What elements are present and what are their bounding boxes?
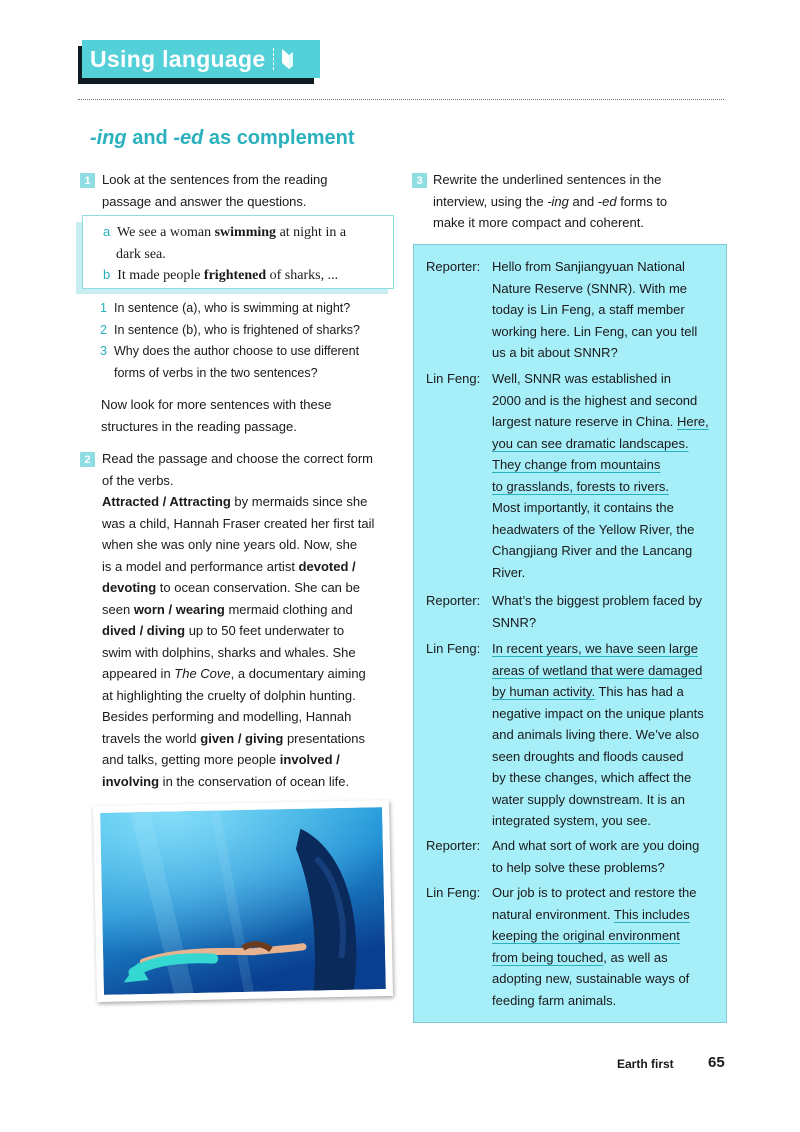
text-segment: natural environment.	[492, 906, 614, 922]
heading-ed: -ed	[173, 127, 204, 149]
passage-line	[102, 534, 402, 556]
text-segment: largest nature reserve in China.	[492, 414, 677, 429]
speech-line	[492, 612, 718, 634]
underlined-sentence: to grasslands, forests to rivers.	[492, 478, 670, 494]
speech-line	[492, 990, 718, 1012]
underlined-sentence: you can see dramatic landscapes.	[492, 435, 689, 451]
speech-line	[492, 562, 718, 584]
speech-line	[492, 368, 718, 390]
verb-choice: involved /	[279, 752, 340, 767]
interview-speech	[492, 368, 718, 583]
question-item	[100, 298, 360, 320]
exercise-2-instruction	[102, 448, 402, 491]
bookmark-arrow-icon	[280, 47, 294, 71]
text-segment: today is Lin Feng, a staff member	[492, 302, 685, 317]
banner-bar	[82, 40, 320, 78]
example-text: It made people	[117, 268, 204, 283]
instruction-text: forms to	[616, 193, 668, 209]
text-segment: integrated system, you see.	[492, 813, 651, 828]
page-number: 65	[708, 1054, 725, 1071]
speech-line	[492, 454, 718, 476]
passage-line	[102, 749, 402, 771]
verb-choice: dived / diving	[102, 623, 186, 638]
verb-choice: worn / wearing	[133, 601, 225, 617]
text-segment: seen	[102, 601, 134, 617]
interview-speaker: Reporter:	[426, 838, 481, 853]
text-segment: And what sort of work are you doing	[492, 838, 700, 853]
verb-choice: given / giving	[200, 730, 284, 746]
passage-line	[102, 620, 402, 642]
question-item	[100, 320, 360, 342]
underwater-mermaid-image	[100, 807, 386, 995]
passage-line	[102, 599, 402, 621]
speech-line	[492, 433, 718, 455]
question-number: 1	[100, 301, 107, 315]
section-heading	[90, 127, 355, 150]
question-item	[100, 341, 360, 363]
speech-line	[492, 497, 718, 519]
heading-and: and	[126, 127, 174, 149]
banner-title: Using language	[90, 45, 266, 72]
text-segment: to ocean conservation. She can be	[156, 580, 360, 595]
text-segment: What’s the biggest problem faced by	[492, 593, 703, 608]
text-segment: seen droughts and floods caused	[492, 748, 684, 764]
passage-line	[102, 685, 402, 707]
underlined-sentence: In recent years, we have seen large	[492, 641, 698, 656]
text-segment: at highlighting the cruelty of dolphin hunting.	[102, 687, 356, 703]
passage-line	[102, 491, 402, 513]
speech-line	[492, 789, 718, 811]
speech-line	[492, 299, 718, 321]
text-segment: Hello from Sanjiangyuan National	[492, 259, 685, 274]
mermaid-photo	[93, 800, 393, 1002]
example-b-keyword: frightened	[203, 268, 267, 283]
text-segment: SNNR?	[492, 614, 537, 630]
speech-line	[492, 835, 718, 857]
speech-line	[492, 638, 718, 660]
question-text: In sentence (a), who is swimming at night?	[114, 301, 351, 315]
text-segment: working here. Lin Feng, can you tell	[492, 323, 698, 339]
interview-speaker: Reporter:	[426, 259, 481, 274]
instruction-line: Rewrite the underlined sentences in the	[433, 172, 662, 187]
text-segment: , a documentary aiming	[230, 666, 366, 681]
verb-choice: devoted /	[298, 558, 356, 574]
instruction-text: and	[568, 193, 598, 209]
instruction-line: of the verbs.	[102, 472, 174, 488]
exercise-3-instruction	[433, 169, 733, 234]
dotted-divider	[78, 99, 724, 100]
passage-line	[102, 642, 402, 664]
example-b	[103, 264, 388, 287]
text-segment: River.	[492, 564, 526, 580]
speech-line	[492, 590, 718, 612]
speech-line	[492, 767, 718, 789]
underlined-sentence: They change from mountains	[492, 457, 661, 472]
speech-line	[492, 342, 718, 364]
example-text: We see a woman	[116, 225, 215, 240]
text-segment: Our job is to protect and restore the	[492, 885, 697, 900]
text-segment: presentations	[283, 730, 366, 746]
speech-line	[492, 703, 718, 725]
footer-unit-label: Earth first	[617, 1057, 674, 1071]
instruction-text: interview, using the	[433, 193, 548, 209]
example-b-label: b	[103, 267, 111, 282]
speech-line	[492, 857, 718, 879]
speech-line	[492, 278, 718, 300]
text-segment: was a child, Hannah Fraser created her first tail	[102, 515, 375, 531]
instruction-ed: -ed	[597, 193, 617, 209]
instruction-line: Now look for more sentences with these	[101, 397, 332, 412]
text-segment: water supply downstream. It is an	[492, 791, 685, 807]
text-segment: swim with dolphins, sharks and whales. She	[102, 644, 356, 660]
question-number: 3	[100, 344, 107, 358]
text-segment: travels the world	[102, 730, 201, 746]
speech-line	[492, 390, 718, 412]
title-italic: The Cove	[174, 666, 231, 681]
instruction-line: make it more compact and coherent.	[433, 215, 644, 230]
exercise-1-badge: 1	[80, 173, 95, 188]
question-text: forms of verbs in the two sentences?	[114, 365, 318, 380]
speech-line	[492, 256, 718, 278]
text-segment: Most importantly, it contains the	[492, 500, 674, 515]
question-text: Why does the author choose to use different	[114, 344, 360, 358]
text-segment: Well, SNNR was established in	[492, 371, 671, 386]
speech-line	[492, 411, 718, 433]
speech-line	[492, 925, 718, 947]
speech-line	[492, 321, 718, 343]
interview-speech	[492, 882, 718, 1011]
exercise-2-passage	[102, 491, 402, 792]
interview-speaker: Reporter:	[426, 593, 481, 608]
text-segment: appeared in	[102, 666, 175, 681]
text-segment: feeding farm animals.	[492, 992, 617, 1008]
text-segment: mermaid clothing and	[224, 601, 353, 617]
speech-line	[492, 660, 718, 682]
text-segment: adopting new, sustainable ways of	[492, 971, 690, 986]
verb-choice: involving	[102, 773, 160, 789]
underlined-sentence: Here,	[676, 414, 709, 429]
text-segment: up to 50 feet underwater to	[185, 623, 345, 638]
follow-up-instruction	[101, 394, 401, 437]
text-segment: Besides performing and modelling, Hannah	[102, 709, 352, 724]
interview-speaker: Lin Feng:	[426, 641, 481, 656]
text-segment: when she was only nine years old. Now, she	[102, 537, 358, 552]
example-text: at night in a	[276, 225, 347, 240]
instruction-line: structures in the reading passage.	[101, 418, 297, 434]
text-segment: by these changes, which affect the	[492, 770, 692, 785]
banner-separator	[273, 48, 274, 70]
text-segment: and talks, getting more people	[102, 752, 280, 767]
interview-speaker: Lin Feng:	[426, 885, 481, 900]
speech-line	[492, 540, 718, 562]
text-segment: in the conservation of ocean life.	[159, 773, 350, 789]
speech-line	[492, 904, 718, 926]
example-text: of sharks, ...	[266, 268, 339, 283]
example-text: dark sea.	[116, 247, 166, 262]
speech-line	[492, 519, 718, 541]
text-segment: by mermaids since she	[230, 494, 368, 509]
text-segment: headwaters of the Yellow River, the	[492, 521, 695, 537]
text-segment: Nature Reserve (SNNR). With me	[492, 280, 688, 296]
passage-line	[102, 706, 402, 728]
exercise-3-badge: 3	[412, 173, 427, 188]
verb-choice: Attracted / Attracting	[102, 494, 231, 509]
text-segment: , as well as	[603, 949, 668, 965]
heading-ing: -ing	[90, 127, 127, 149]
question-list	[100, 298, 360, 384]
text-segment: negative impact on the unique plants	[492, 705, 704, 721]
text-segment: and animals living there. We’ve also	[492, 727, 700, 742]
interview-speech	[492, 256, 718, 364]
interview-speaker: Lin Feng:	[426, 371, 481, 386]
instruction-line: Read the passage and choose the correct form	[102, 451, 373, 466]
verb-choice: devoting	[102, 580, 157, 595]
passage-line	[102, 577, 402, 599]
interview-speech	[492, 835, 718, 878]
underlined-sentence: keeping the original environment	[492, 928, 680, 943]
exercise-2-badge: 2	[80, 452, 95, 467]
passage-line	[102, 556, 402, 578]
speech-line	[492, 882, 718, 904]
question-number: 2	[100, 322, 107, 337]
text-segment: Changjiang River and the Lancang	[492, 543, 693, 558]
underlined-sentence: areas of wetland that were damaged	[492, 662, 703, 678]
instruction-ing: -ing	[547, 193, 569, 209]
speech-line	[492, 947, 718, 969]
passage-line	[102, 513, 402, 535]
instruction-line	[433, 191, 733, 213]
speech-line	[492, 476, 718, 498]
passage-line	[102, 771, 402, 793]
question-text: In sentence (b), who is frightened of sharks?	[114, 322, 360, 337]
example-a-label: a	[103, 224, 111, 239]
exercise-1-instruction	[102, 169, 402, 212]
text-segment: to help solve these problems?	[492, 859, 665, 875]
passage-line	[102, 728, 402, 750]
speech-line	[492, 724, 718, 746]
section-banner	[78, 40, 320, 84]
speech-line	[492, 681, 718, 703]
passage-line	[102, 663, 402, 685]
example-sentences-box	[82, 215, 394, 289]
underlined-sentence: by human activity.	[492, 684, 596, 699]
instruction-line: Look at the sentences from the reading	[102, 172, 328, 187]
underlined-sentence: This includes	[613, 906, 690, 922]
speech-line	[492, 968, 718, 990]
speech-line	[492, 746, 718, 768]
text-segment: is a model and performance artist	[102, 558, 299, 574]
example-a	[103, 221, 388, 266]
interview-speech	[492, 638, 718, 832]
underlined-sentence: from being touched	[492, 949, 604, 965]
example-a-keyword: swimming	[214, 225, 277, 240]
text-segment: 2000 and is the highest and second	[492, 392, 698, 408]
text-segment: us a bit about SNNR?	[492, 345, 618, 360]
speech-line	[492, 810, 718, 832]
instruction-line: passage and answer the questions.	[102, 193, 307, 209]
heading-rest: as complement	[203, 127, 355, 149]
text-segment: This has had a	[595, 684, 684, 699]
interview-speech	[492, 590, 718, 633]
